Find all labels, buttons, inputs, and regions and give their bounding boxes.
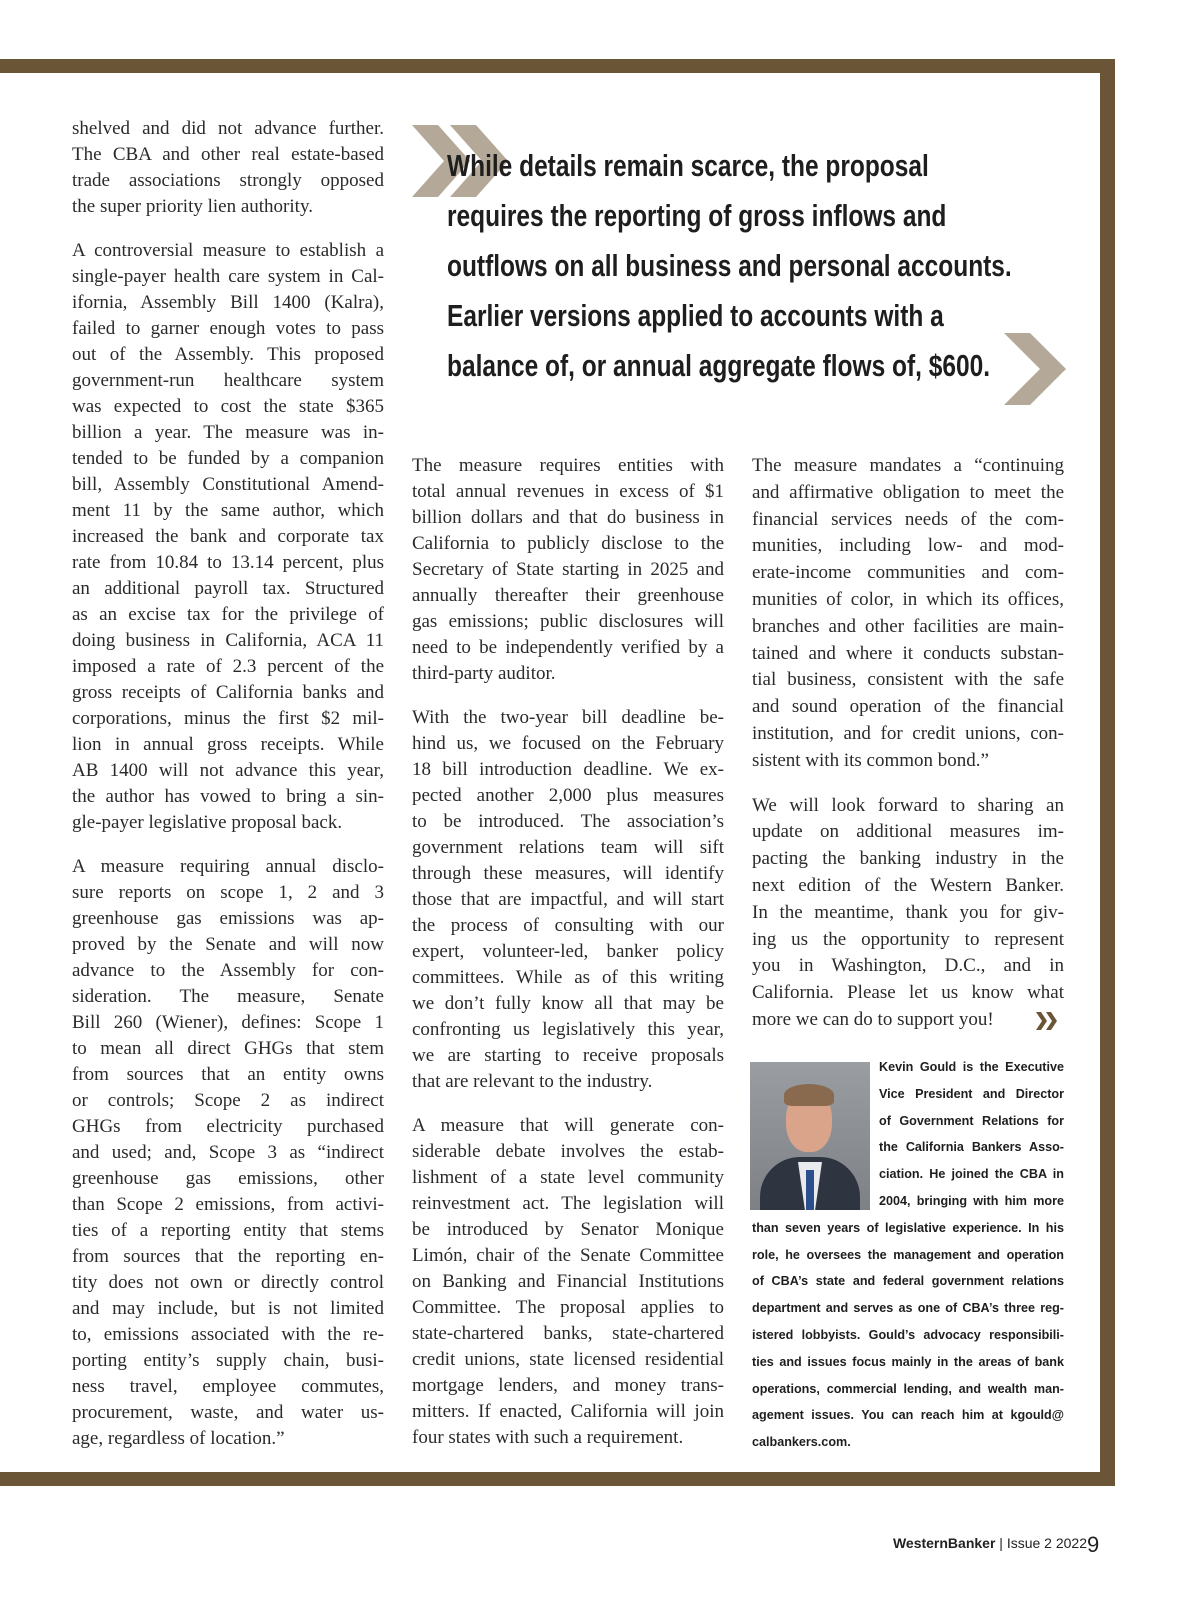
text-line: gle-payer legislative proposal back. — [72, 812, 343, 833]
bio-line: Kevin Gould is the Executive — [879, 1060, 1064, 1074]
text-line: next edition of the Western Banker. — [752, 874, 1064, 896]
text-line: single-payer health care system in Cal- — [72, 266, 384, 287]
text-line: branches and other facilities are main- — [752, 615, 1064, 637]
text-line: and may include, but is not limited — [72, 1298, 384, 1319]
text-line: bill, Assembly Constitutional Amend- — [72, 474, 384, 495]
text-line: AB 1400 will not advance this year, — [72, 760, 384, 781]
text-line: greenhouse gas emissions was ap- — [72, 908, 384, 929]
text-line: California to publicly disclose to the — [412, 533, 724, 554]
article-column-3 — [752, 453, 1064, 1034]
text-line: The measure requires entities with — [412, 455, 724, 476]
text-line: that are relevant to the industry. — [412, 1071, 653, 1092]
text-line: greenhouse gas emissions, other — [72, 1168, 384, 1189]
text-line: third-party auditor. — [412, 663, 556, 684]
bio-line: ciation. He joined the CBA in — [879, 1167, 1064, 1182]
text-line: institution, and for credit unions, con- — [752, 722, 1064, 744]
article-column-1 — [72, 116, 384, 1452]
text-line: siderable debate involves the estab- — [412, 1141, 724, 1162]
text-line: sideration. The measure, Senate — [72, 986, 384, 1007]
text-line: four states with such a requirement. — [412, 1427, 684, 1448]
text-line: lion in annual gross receipts. While — [72, 734, 384, 755]
text-line: ing us the opportunity to represent — [752, 928, 1064, 950]
bio-line: than seven years of legislative experience. In his — [752, 1220, 1064, 1235]
text-line: tained and where it conducts substan- — [752, 642, 1064, 664]
paragraph — [72, 854, 384, 1452]
bio-line: Vice President and Director — [879, 1086, 1064, 1101]
bio-line: istered lobbyists. Gould’s advocacy responsibili- — [752, 1327, 1064, 1342]
bio-line: role, he oversees the management and operation — [752, 1247, 1064, 1262]
pull-quote — [447, 141, 1162, 391]
text-line: pected another 2,000 plus measures — [412, 785, 724, 806]
text-line: Limón, chair of the Senate Committee — [412, 1245, 724, 1266]
author-bio — [752, 1054, 1064, 1456]
footer-separator: | — [999, 1535, 1003, 1551]
text-line: The measure mandates a “continuing — [752, 455, 1064, 476]
text-line: and used; and, Scope 3 as “indirect — [72, 1142, 384, 1163]
text-line: out of the Assembly. This proposed — [72, 344, 384, 365]
text-line: government-run healthcare system — [72, 370, 384, 391]
text-line: on Banking and Financial Institutions — [412, 1271, 724, 1292]
text-line: as an excise tax for the privilege of — [72, 604, 384, 625]
text-line: the author has vowed to bring a sin- — [72, 786, 384, 807]
bio-line: of Government Relations for — [879, 1113, 1064, 1128]
text-line: Secretary of State starting in 2025 and — [412, 559, 724, 580]
text-line: erate-income communities and com- — [752, 562, 1064, 584]
text-line: California. Please let us know what — [752, 982, 1064, 1004]
text-line: mortgage lenders, and money trans- — [412, 1375, 724, 1396]
text-line: ifornia, Assembly Bill 1400 (Kalra), — [72, 292, 384, 313]
paragraph — [412, 705, 724, 1095]
issue-label: Issue 2 2022 — [1006, 1535, 1087, 1551]
end-chevron-icon — [1036, 1012, 1060, 1030]
text-line: ties of a reporting entity that stems — [72, 1220, 384, 1241]
text-line: increased the bank and corporate tax — [72, 526, 384, 547]
text-line: A measure that will generate con- — [412, 1115, 724, 1136]
text-line: you in Washington, D.C., and in — [752, 955, 1064, 977]
text-line: to be introduced. The association’s — [412, 811, 724, 832]
text-line: ment 11 by the same author, which — [72, 500, 384, 521]
publication-name: WesternBanker — [892, 1535, 996, 1551]
text-line: annually thereafter their greenhouse — [412, 585, 724, 606]
text-line: tended to be funded by a companion — [72, 448, 384, 469]
text-line: tity does not own or directly control — [72, 1272, 384, 1293]
text-line: billion dollars and that do business in — [412, 507, 724, 528]
text-line: A measure requiring annual disclo- — [72, 856, 384, 877]
text-line: tial business, consistent with the safe — [752, 669, 1064, 691]
text-line: A controversial measure to establish a — [72, 240, 384, 261]
bio-line: of CBA’s state and federal government relations — [752, 1274, 1064, 1289]
text-line: The CBA and other real estate-based — [72, 144, 384, 165]
text-line: porting entity’s supply chain, busi- — [72, 1350, 384, 1371]
pull-quote-line: Earlier versions applied to accounts with a — [447, 298, 944, 333]
bio-line: agement issues. You can reach him at kgould@ — [752, 1408, 1064, 1423]
text-line: through these measures, will identify — [412, 863, 724, 884]
text-line: billion a year. The measure was in- — [72, 422, 384, 443]
bio-line: 2004, bringing with him more — [879, 1193, 1064, 1208]
text-line: reinvestment act. The legislation will — [412, 1193, 724, 1214]
text-line: the super priority lien authority. — [72, 196, 313, 217]
text-line: need to be independently verified by a — [412, 637, 724, 658]
text-line: more we can do to support you! — [752, 1008, 994, 1030]
text-line: ness travel, employee commutes, — [72, 1376, 384, 1397]
text-line: rate from 10.84 to 13.14 percent, plus — [72, 552, 384, 573]
text-line: from sources that an entity owns — [72, 1064, 384, 1085]
text-line: to, emissions associated with the re- — [72, 1324, 384, 1345]
text-line: advance to the Assembly for con- — [72, 960, 384, 981]
text-line: failed to garner enough votes to pass — [72, 318, 384, 339]
text-line: or controls; Scope 2 as indirect — [72, 1090, 384, 1111]
text-line: committees. While as of this writing — [412, 967, 724, 988]
text-line: we are starting to receive proposals — [412, 1045, 724, 1066]
text-line: an additional payroll tax. Structured — [72, 578, 384, 599]
text-line: those that are impactful, and will start — [412, 889, 724, 910]
article-column-2 — [412, 453, 724, 1451]
text-line: trade associations strongly opposed — [72, 170, 384, 191]
text-line: than Scope 2 emissions, from activi- — [72, 1194, 384, 1215]
frame-top — [0, 59, 1115, 73]
paragraph — [752, 793, 1064, 1034]
text-line: financial services needs of the com- — [752, 508, 1064, 530]
page-number: 9 — [1087, 1532, 1100, 1557]
text-line: and sound operation of the financial — [752, 696, 1064, 718]
text-line: government relations team will sift — [412, 837, 724, 858]
text-line: Bill 260 (Wiener), defines: Scope 1 — [72, 1012, 384, 1033]
paragraph — [412, 453, 724, 687]
pull-quote-line: While details remain scarce, the proposal — [447, 148, 929, 183]
paragraph — [72, 116, 384, 220]
text-line: gas emissions; public disclosures will — [412, 611, 724, 632]
text-line: credit unions, state licensed residential — [412, 1349, 724, 1370]
text-line: munities, including low- and mod- — [752, 535, 1064, 557]
text-line: and affirmative obligation to meet the — [752, 481, 1064, 503]
text-line: In the meantime, thank you for giv- — [752, 901, 1064, 923]
page-footer — [893, 1535, 1087, 1551]
text-line: total annual revenues in excess of $1 — [412, 481, 724, 502]
text-line: imposed a rate of 2.3 percent of the — [72, 656, 384, 677]
text-line: the process of consulting with our — [412, 915, 724, 936]
bio-line: the California Bankers Asso- — [879, 1140, 1064, 1155]
paragraph — [72, 238, 384, 836]
frame-bottom — [0, 1472, 1115, 1486]
text-line: be introduced by Senator Monique — [412, 1219, 724, 1240]
text-line: proved by the Senate and will now — [72, 934, 384, 955]
text-line: confronting us legislatively this year, — [412, 1019, 724, 1040]
bio-line: department and serves as one of CBA’s three reg- — [752, 1301, 1064, 1316]
text-line: munities of color, in which its offices, — [752, 588, 1064, 610]
bio-line: calbankers.com. — [752, 1435, 851, 1450]
pull-quote-line: balance of, or annual aggregate flows of, $600. — [447, 348, 991, 383]
text-line: mitters. If enacted, California will join — [412, 1401, 724, 1422]
paragraph — [412, 1113, 724, 1451]
text-line: shelved and did not advance further. — [72, 118, 384, 139]
text-line: We will look forward to sharing an — [752, 794, 1064, 816]
text-line: GHGs from electricity purchased — [72, 1116, 384, 1137]
text-line: 18 bill introduction deadline. We ex- — [412, 759, 724, 780]
text-line: we don’t fully know all that may be — [412, 993, 724, 1014]
text-line: to mean all direct GHGs that stem — [72, 1038, 384, 1059]
text-line: state-chartered banks, state-chartered — [412, 1323, 724, 1344]
text-line: lishment of a state level community — [412, 1167, 724, 1188]
text-line: Committee. The proposal applies to — [412, 1297, 724, 1318]
bio-line: operations, commercial lending, and wealth man- — [752, 1381, 1064, 1396]
text-line: sure reports on scope 1, 2 and 3 — [72, 882, 384, 903]
paragraph — [752, 453, 1064, 775]
pull-quote-line: requires the reporting of gross inflows and — [447, 198, 947, 233]
text-line: hind us, we focused on the February — [412, 733, 724, 754]
text-line: With the two-year bill deadline be- — [412, 707, 724, 728]
text-line: was expected to cost the state $365 — [72, 396, 384, 417]
text-line: update on additional measures im- — [752, 821, 1064, 843]
text-line: age, regardless of location.” — [72, 1428, 285, 1449]
text-line: gross receipts of California banks and — [72, 682, 384, 703]
text-line: expert, volunteer-led, banker policy — [412, 941, 724, 962]
text-line: pacting the banking industry in the — [752, 848, 1064, 870]
text-line: procurement, waste, and water us- — [72, 1402, 384, 1423]
text-line: doing business in California, ACA 11 — [72, 630, 384, 651]
pull-quote-line: outflows on all business and personal accounts. — [447, 248, 1012, 283]
bio-line: ties and issues focus mainly in the areas of bank — [752, 1354, 1064, 1369]
text-line: sistent with its common bond.” — [752, 749, 989, 771]
text-line: from sources that the reporting en- — [72, 1246, 384, 1267]
text-line: corporations, minus the first $2 mil- — [72, 708, 384, 729]
